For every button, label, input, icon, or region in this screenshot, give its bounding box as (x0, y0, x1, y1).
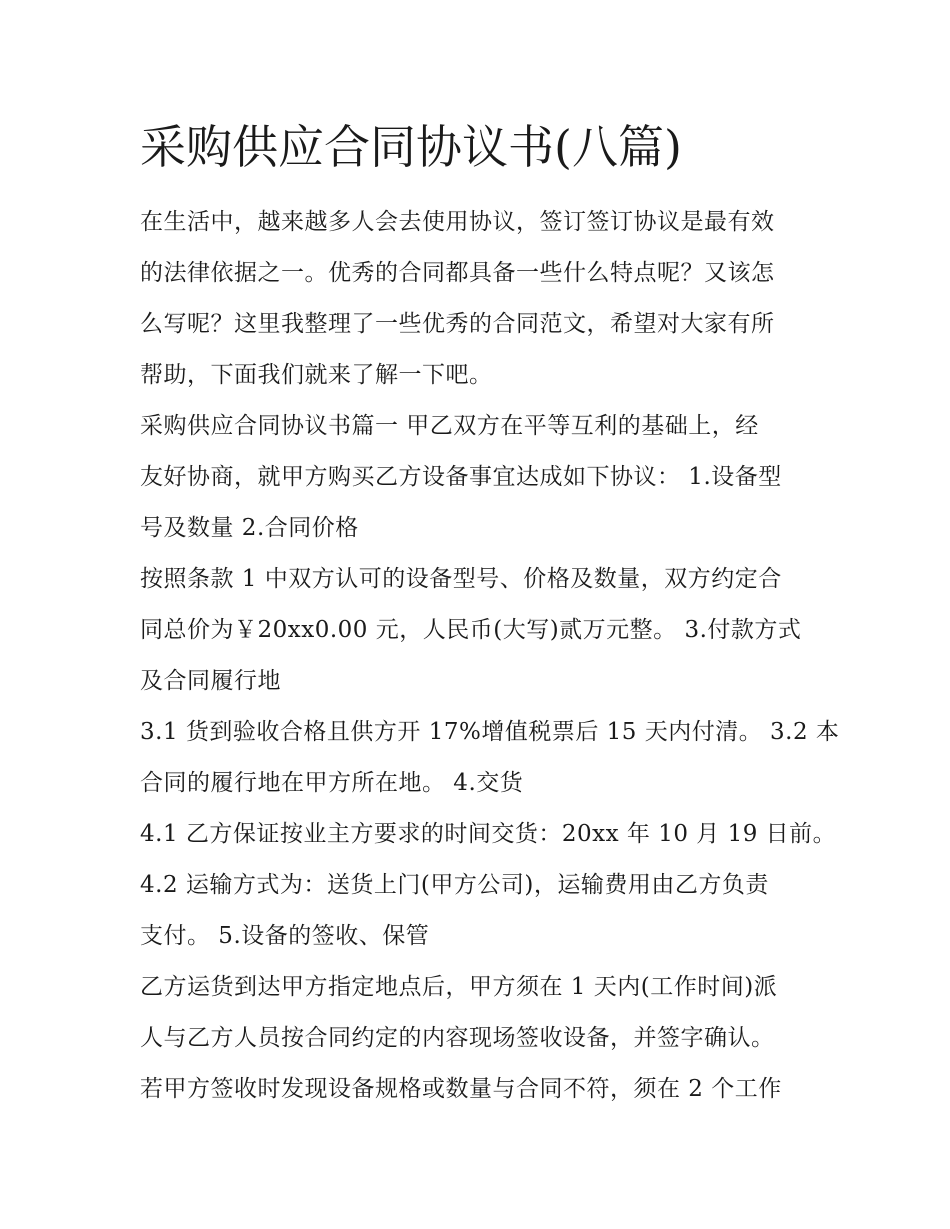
body-line: 支付。 5.设备的签收、保管 (140, 923, 430, 949)
body-line: 帮助，下面我们就来了解一下吧。 (140, 362, 493, 388)
body-line: 么写呢？这里我整理了一些优秀的合同范文，希望对大家有所 (140, 311, 775, 337)
body-line: 同总价为￥20xx0.00 元，人民币(大写)贰万元整。 3.付款方式 (140, 617, 802, 643)
body-line: 的法律依据之一。优秀的合同都具备一些什么特点呢？又该怎 (140, 260, 775, 286)
body-line: 在生活中，越来越多人会去使用协议，签订签订协议是最有效 (140, 209, 775, 235)
body-line: 采购供应合同协议书篇一 甲乙双方在平等互利的基础上，经 (140, 413, 759, 439)
body-line: 合同的履行地在甲方所在地。 4.交货 (140, 770, 524, 796)
document-title: 采购供应合同协议书(八篇) (140, 120, 682, 174)
body-line: 友好协商，就甲方购买乙方设备事宜达成如下协议： 1.设备型 (140, 464, 782, 490)
body-line: 若甲方签收时发现设备规格或数量与合同不符，须在 2 个工作 (140, 1076, 782, 1102)
body-line: 4.2 运输方式为：送货上门(甲方公司)，运输费用由乙方负责 (140, 872, 769, 898)
body-line: 及合同履行地 (140, 668, 281, 694)
body-line: 3.1 货到验收合格且供方开 17%增值税票后 15 天内付清。 3.2 本 (140, 719, 840, 745)
body-line: 号及数量 2.合同价格 (140, 515, 359, 541)
body-line: 4.1 乙方保证按业主方要求的时间交货：20xx 年 10 月 19 日前。 (140, 821, 837, 847)
body-line: 人与乙方人员按合同约定的内容现场签收设备，并签字确认。 (140, 1025, 775, 1051)
body-line: 乙方运货到达甲方指定地点后，甲方须在 1 天内(工作时间)派 (140, 974, 778, 1000)
body-line: 按照条款 1 中双方认可的设备型号、价格及数量，双方约定合 (140, 566, 782, 592)
